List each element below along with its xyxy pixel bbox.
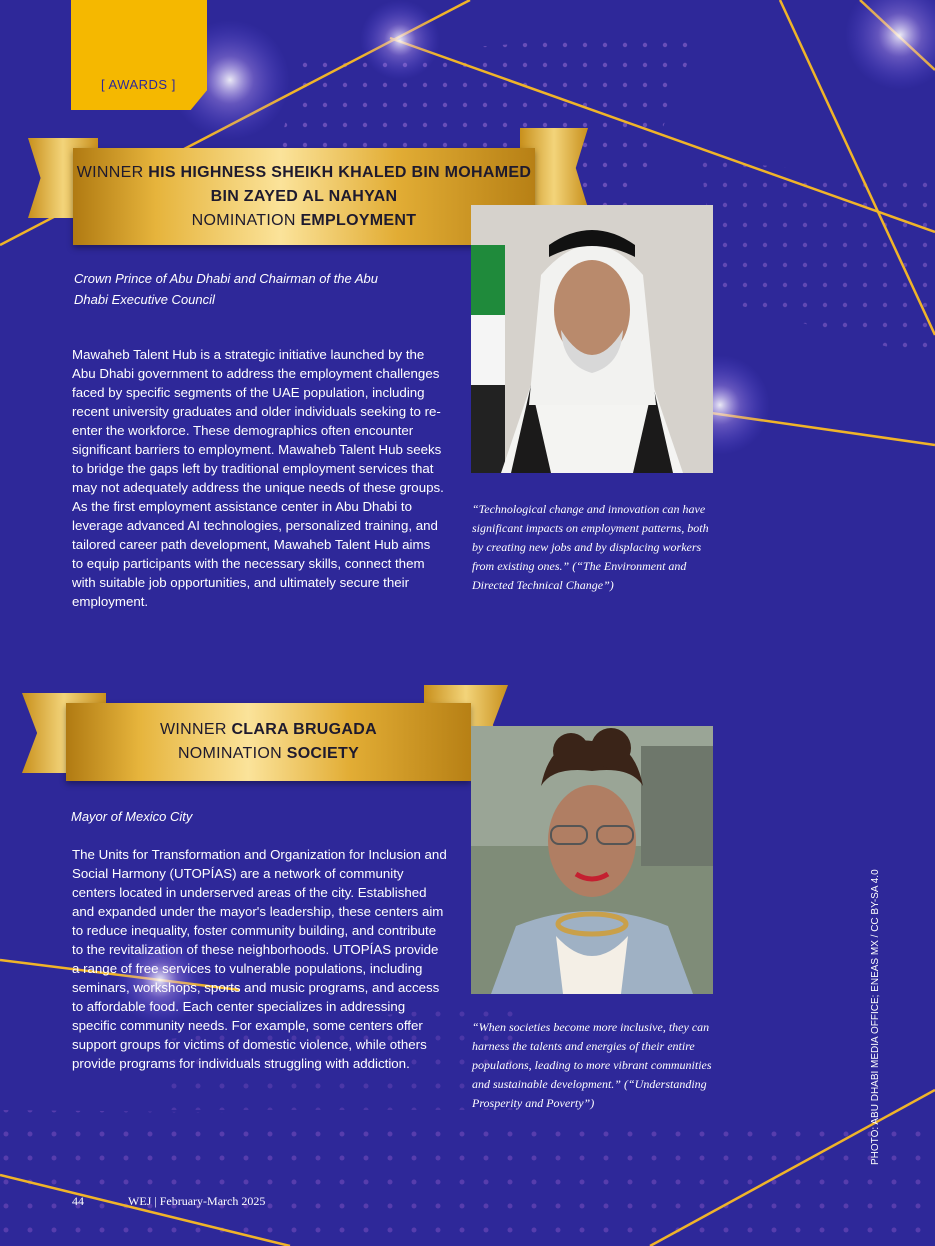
nomination-category: EMPLOYMENT [300,211,417,229]
photo-credit: PHOTO: ABU DHABI MEDIA OFFICE; ENEAS MX / CC BY-SA 4.0 [870,869,881,1165]
winner-banner-1 [73,148,535,245]
winner-prefix: WINNER [160,721,227,738]
section-tab [71,0,207,110]
portrait-photo-khaled [471,205,713,473]
publication-info: WEJ | February-March 2025 [128,1194,266,1208]
section-tag: [ AWARDS ] [101,77,176,92]
winner-line-1 [66,718,471,742]
portrait-photo-brugada [471,726,713,994]
winner-name-line1: HIS HIGHNESS SHEIKH KHALED BIN MOHAMED [148,163,532,181]
nomination-prefix: NOMINATION [177,745,282,762]
winner-line-1 [73,161,535,185]
nomination-line [66,742,471,766]
winner-prefix: WINNER [76,163,144,181]
winner-line-2 [73,185,535,209]
nomination-category: SOCIETY [286,745,360,762]
winner-quote: “Technological change and innovation can have significant impacts on employment patterns, both by creating new jobs and by displacing workers from existing ones.” (“The Environment and Directed Technical Change”) [472,502,709,592]
winner-banner-2 [66,703,471,781]
page-number: 44 [72,1194,84,1208]
winner-name-line2: BIN ZAYED AL NAHYAN [210,187,398,205]
winner-name-line1: CLARA BRUGADA [231,721,377,738]
winner-role: Crown Prince of Abu Dhabi and Chairman of the Abu Dhabi Executive Council [74,271,378,307]
nomination-line [73,209,535,233]
winner-quote: “When societies become more inclusive, they can harness the talents and energies of their entire populations, leading to more vibrant communities and sustainable development.” (“Understanding Prosperity and Poverty”) [472,1020,712,1110]
winner-role: Mayor of Mexico City [71,809,193,824]
nomination-prefix: NOMINATION [191,211,296,229]
winner-description: The Units for Transformation and Organization for Inclusion and Social Harmony (UTOPÍAS) are a network of community centers located in underserved areas of the city. Established and expanded under the mayor's leadership, these centers aim to reduce inequality, foster community building, and contribute to the revitalization of these neighborhoods. UTOPÍAS provide a range of free services to vulnerable populations, including seminars, workshops, sports and music programs, and access to affordable food. Each center specializes in addressing specific community needs. For example, some centers offer support groups for victims of domestic violence, while others provide programs for individuals struggling with addiction. [72,847,447,1071]
winner-description: Mawaheb Talent Hub is a strategic initiative launched by the Abu Dhabi government to address the employment challenges faced by specific segments of the UAE population, including recent university graduates and older individuals seeking to re-enter the workforce. These demographics often encounter significant barriers to employment. Mawaheb Talent Hub seeks to bridge the gaps left by traditional employment services that may not adequately address the unique needs of these groups. As the first employment assistance center in Abu Dhabi to leverage advanced AI technologies, personalized training, and tailored career path development, Mawaheb Talent Hub aims to equip participants with the necessary skills, connect them with suitable job opportunities, and ultimately secure their employment. [72,347,444,609]
